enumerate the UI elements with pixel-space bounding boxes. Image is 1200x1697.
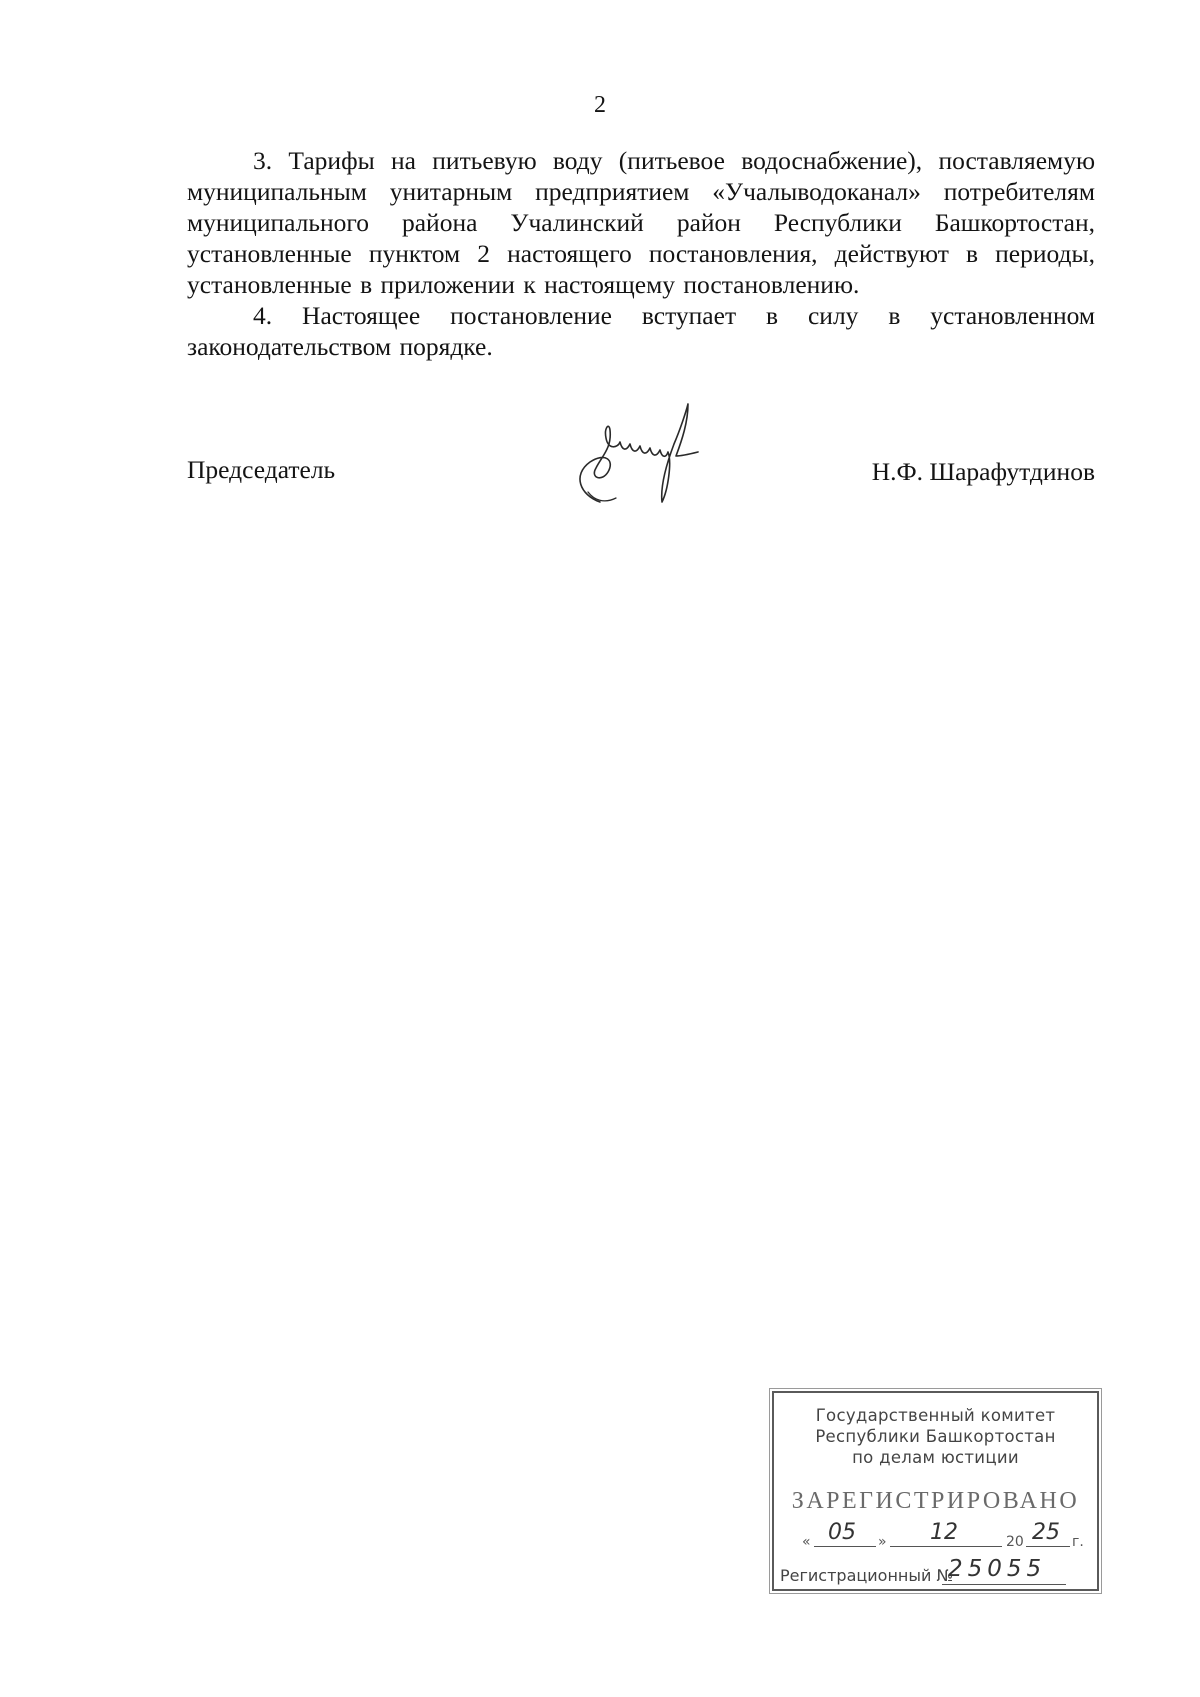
- stamp-year-line: [1026, 1546, 1070, 1547]
- registration-stamp: [772, 1391, 1099, 1591]
- stamp-org-line: по делам юстиции: [852, 1448, 1019, 1467]
- stamp-month: 12: [930, 1520, 958, 1545]
- document-body: [187, 145, 1095, 362]
- handwritten-signature: [560, 400, 710, 520]
- stamp-organization: [794, 1405, 1077, 1468]
- paragraph-4: 4. Настоящее постановление вступает в силу в установленном законодательством порядке.: [187, 301, 1095, 361]
- stamp-registration: [780, 1556, 1083, 1590]
- stamp-year-suffix: г.: [1072, 1534, 1084, 1550]
- stamp-quote-open: «: [802, 1534, 811, 1550]
- signer-title: Председатель: [187, 455, 336, 484]
- stamp-quote-close: »: [878, 1534, 887, 1550]
- stamp-reg-line: [942, 1584, 1066, 1585]
- stamp-org-line: Республики Башкортостан: [815, 1427, 1056, 1446]
- stamp-month-line: [890, 1546, 1002, 1547]
- stamp-year-prefix: 20: [1006, 1534, 1024, 1550]
- stamp-status: ЗАРЕГИСТРИРОВАНО: [791, 1488, 1080, 1514]
- stamp-reg-number: 25055: [948, 1556, 1047, 1582]
- stamp-day-line: [814, 1546, 876, 1547]
- stamp-reg-label: Регистрационный №: [780, 1566, 954, 1585]
- paragraph-3: 3. Тарифы на питьевую воду (питьевое водоснабжение), поставляемую муниципальным унитарным предприятием «Учалыводоканал» потребителям муниципального района Учалинский район Республики Башкортостан, установленные пунктом 2 настоящего постановления, действуют в периоды, установленные в приложении к настоящему постановлению.: [187, 146, 1095, 299]
- page-number: 2: [594, 92, 606, 118]
- stamp-org-line: Государственный комитет: [815, 1406, 1056, 1425]
- stamp-day: 05: [828, 1520, 856, 1545]
- stamp-date: [802, 1520, 1084, 1556]
- signer-name: Н.Ф. Шарафутдинов: [871, 457, 1095, 486]
- stamp-year: 25: [1032, 1520, 1060, 1545]
